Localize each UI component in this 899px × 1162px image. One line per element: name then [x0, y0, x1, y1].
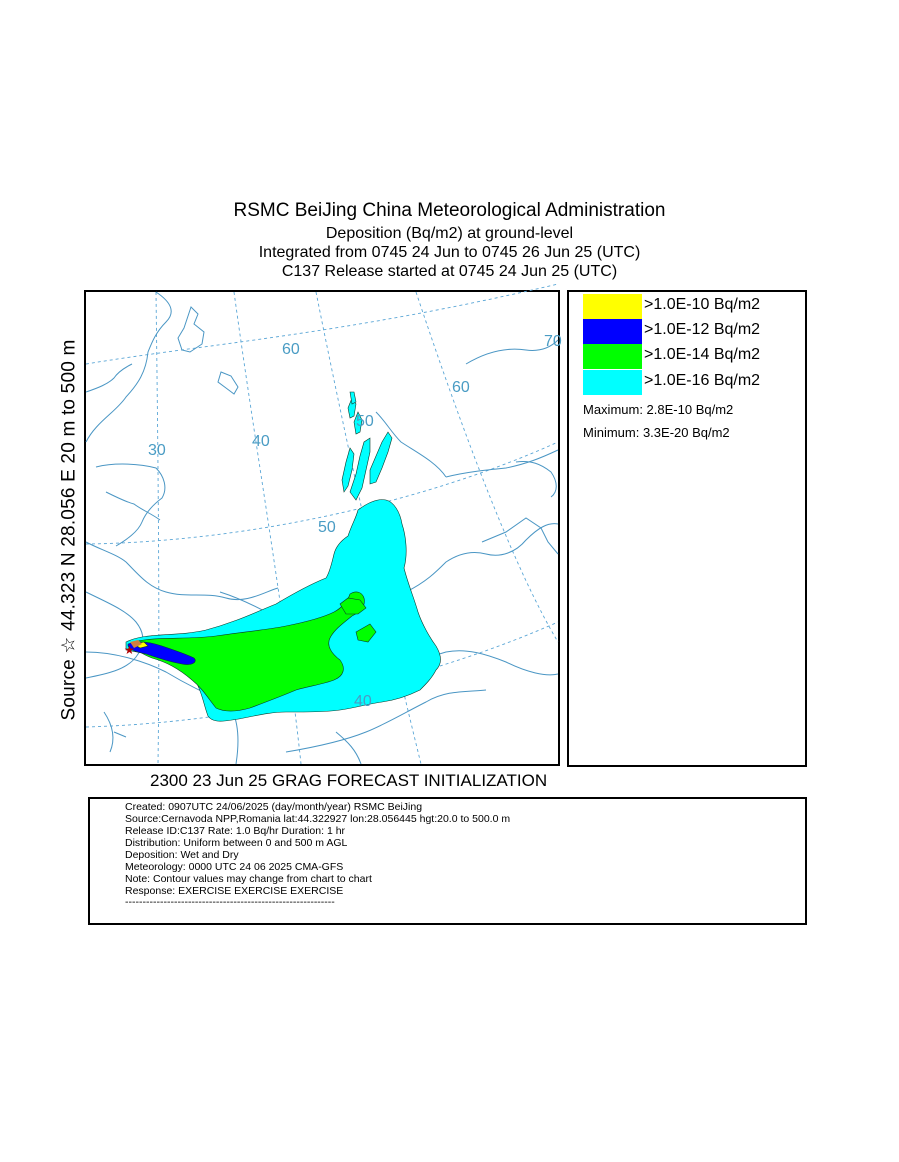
coastline [86, 364, 132, 392]
legend-label: >1.0E-10 Bq/m2 [644, 296, 761, 313]
grid-label-lon50-top: 50 [356, 413, 374, 430]
coastline [86, 592, 143, 678]
legend-minimum: Minimum: 3.3E-20 Bq/m2 [583, 425, 730, 440]
grid-label-lat70: 70 [544, 333, 562, 350]
info-response: Response: EXERCISE EXERCISE EXERCISE [125, 885, 344, 897]
grid-label-lon60-right: 60 [452, 379, 470, 396]
coastline [104, 712, 126, 752]
coastline [516, 461, 556, 497]
source-star-icon: ★ [124, 643, 135, 657]
legend [567, 290, 807, 767]
legend-swatch-yellow [583, 294, 642, 319]
coastline [218, 372, 238, 394]
legend-maximum: Maximum: 2.8E-10 Bq/m2 [583, 402, 734, 417]
info-meteorology: Meteorology: 0000 UTC 24 06 2025 CMA-GFS [125, 861, 344, 873]
legend-label: >1.0E-12 Bq/m2 [644, 321, 761, 338]
chart-subtitle-release: C137 Release started at 0745 24 Jun 25 (UTC) [281, 263, 618, 280]
map-frame [84, 290, 560, 766]
legend-swatch-blue [583, 319, 642, 344]
legend-swatch-cyan [583, 370, 642, 395]
grid-label-lat60-left: 60 [282, 341, 300, 358]
info-release-id: Release ID:C137 Rate: 1.0 Bq/hr Duration: 1 hr [125, 825, 346, 837]
coastline [96, 464, 165, 546]
graticule-line [156, 292, 159, 764]
release-info-box [88, 797, 807, 925]
coastline [178, 307, 204, 352]
chart-subtitle-quantity: Deposition (Bq/m2) at ground-level [325, 225, 574, 242]
legend-label: >1.0E-16 Bq/m2 [644, 372, 761, 389]
grid-label-lon30: 30 [148, 442, 166, 459]
coastline [446, 450, 558, 477]
info-created: Created: 0907UTC 24/06/2025 (day/month/year) RSMC BeiJing [125, 801, 423, 813]
forecast-initialization: 2300 23 Jun 25 GRAG FORECAST INITIALIZATION [150, 771, 548, 790]
info-deposition: Deposition: Wet and Dry [125, 849, 239, 861]
legend-swatch-green [583, 344, 642, 369]
deposition-map [86, 292, 562, 764]
coastline [336, 732, 361, 764]
source-location-text: Source ☆ 44.323 N 28.056 E 20 m to 500 m [58, 339, 80, 721]
grid-label-lat40: 40 [354, 693, 372, 710]
info-distribution: Distribution: Uniform between 0 and 500 m AGL [125, 837, 348, 849]
info-note: Note: Contour values may change from chart to chart [125, 873, 372, 885]
coastline [86, 542, 278, 600]
legend-label: >1.0E-14 Bq/m2 [644, 346, 761, 363]
coastline [106, 492, 160, 520]
grid-label-lon40: 40 [252, 433, 270, 450]
info-source: Source:Cernavoda NPP,Romania lat:44.322927 lon:28.056445 hgt:20.0 to 500.0 m [125, 813, 511, 825]
info-separator: ------------------------------------------------------------ [125, 896, 335, 908]
chart-subtitle-period: Integrated from 0745 24 Jun to 0745 26 Jun 25 (UTC) [258, 244, 641, 261]
coastline [86, 292, 171, 442]
deposition-plume [126, 392, 441, 721]
contour-level-1e16-streak [370, 432, 392, 484]
grid-label-lat50: 50 [318, 519, 336, 536]
coastline [482, 518, 558, 554]
chart-title: RSMC BeiJing China Meteorological Administration [233, 200, 666, 221]
coastline [406, 524, 558, 592]
